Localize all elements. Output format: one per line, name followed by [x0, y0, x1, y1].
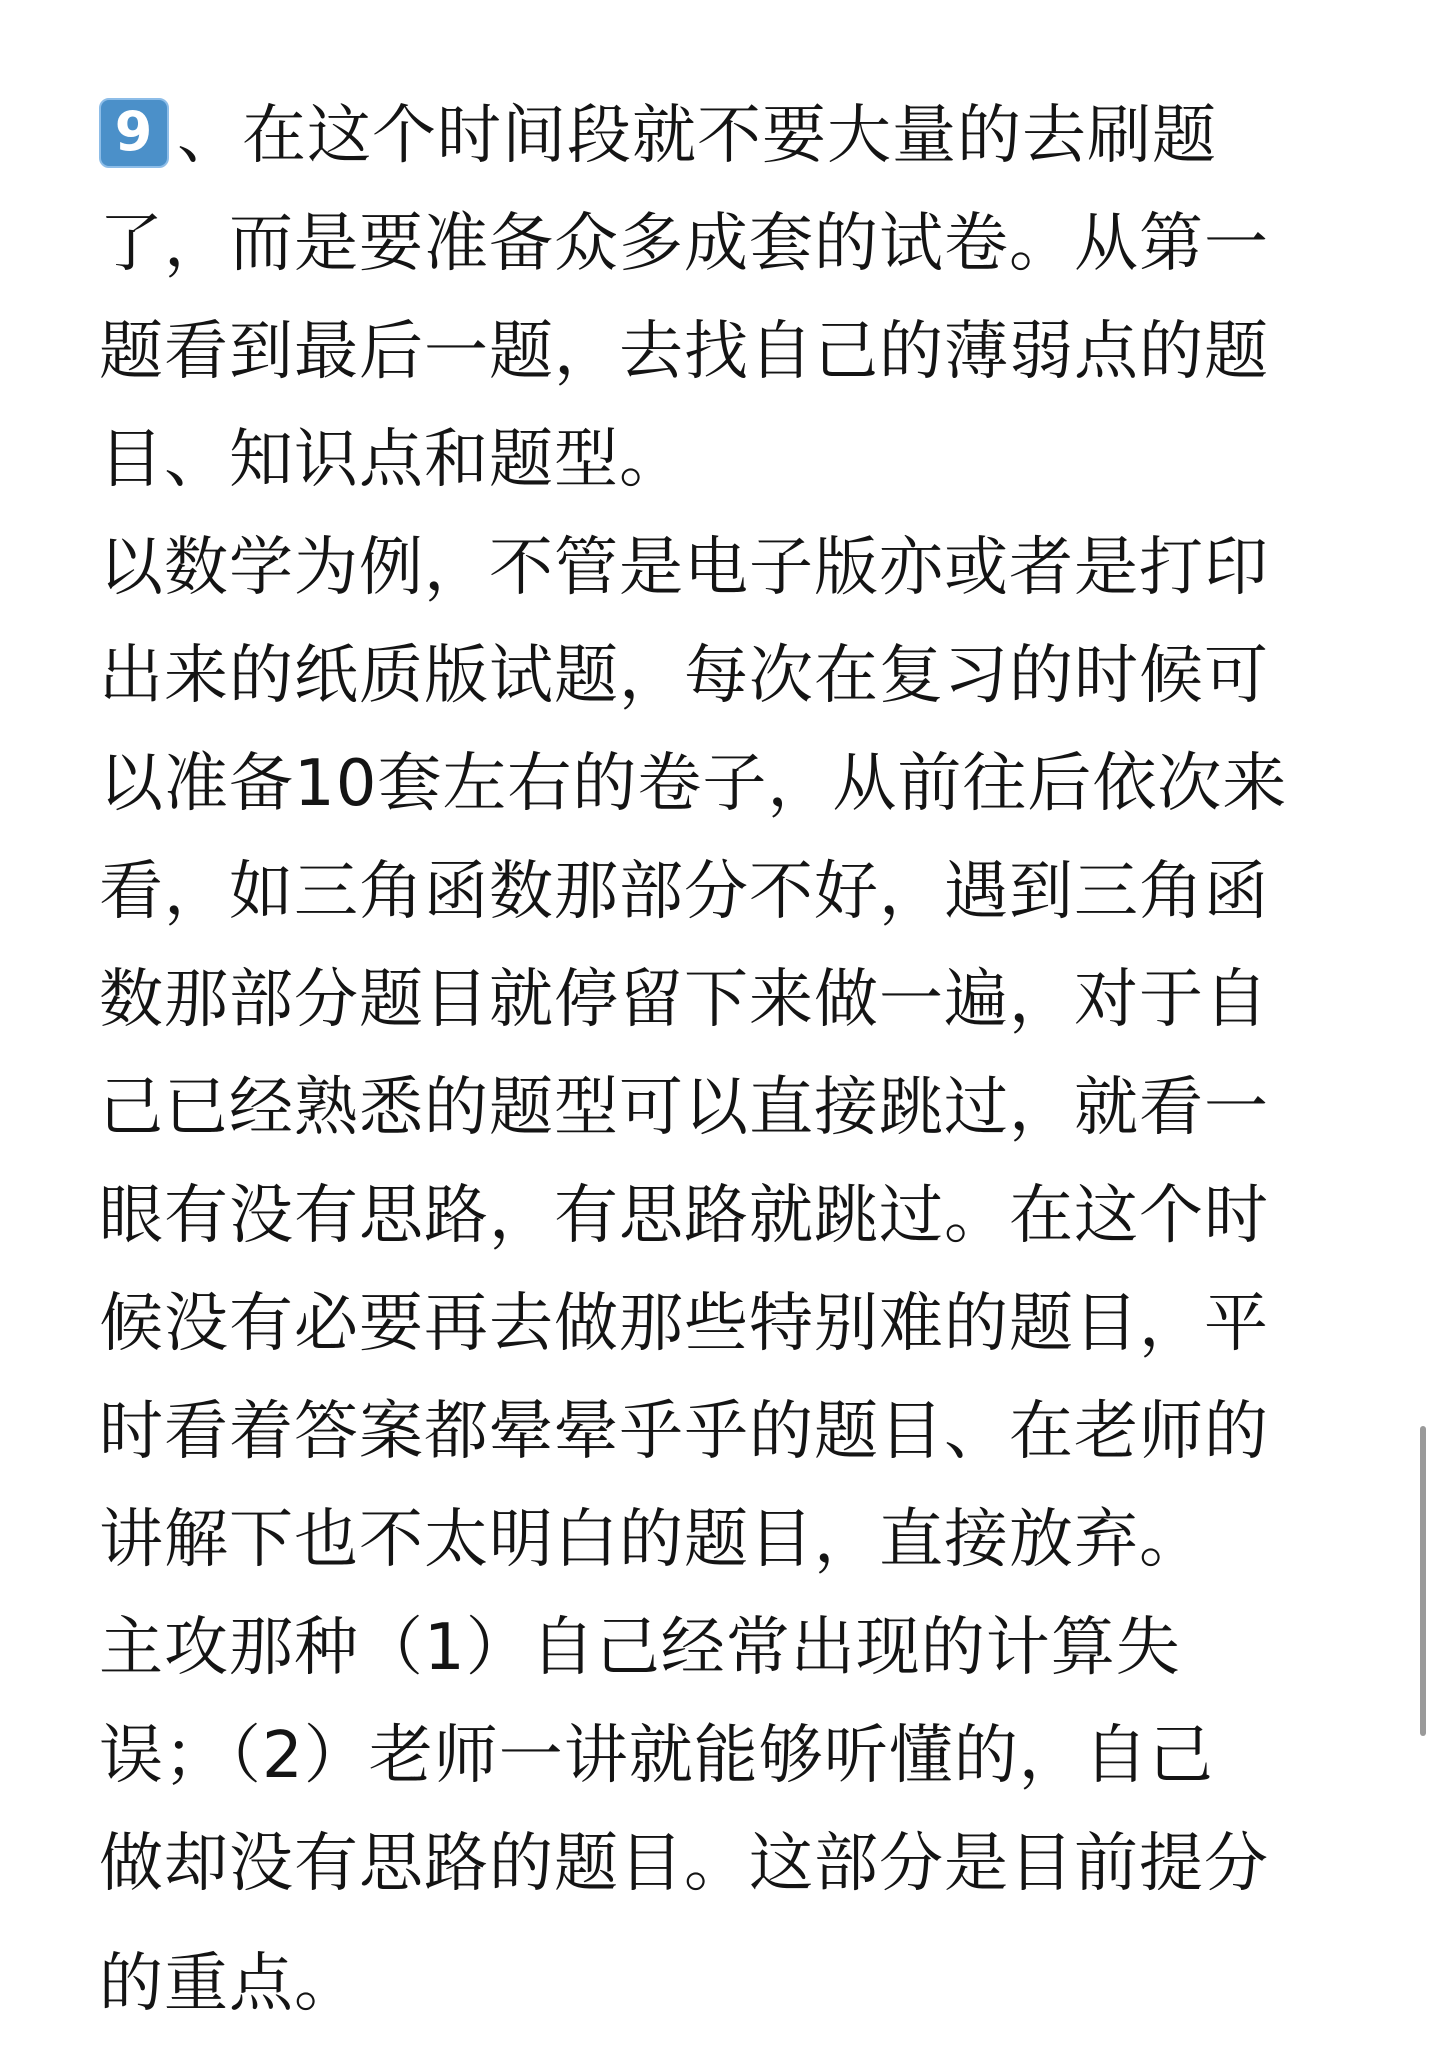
- text-line: 目、知识点和题型。: [99, 423, 684, 497]
- text-line: 讲解下也不太明白的题目，直接放弃。: [99, 1503, 1204, 1577]
- text-line: 候没有必要再去做那些特别难的题目，平: [99, 1287, 1269, 1361]
- text-line: 题看到最后一题，去找自己的薄弱点的题: [99, 315, 1269, 389]
- text-line: 眼有没有思路，有思路就跳过。在这个时: [99, 1179, 1269, 1253]
- text-line: 数那部分题目就停留下来做一遍，对于自: [99, 963, 1269, 1037]
- text-line: 以数学为例，不管是电子版亦或者是打印: [99, 531, 1269, 605]
- text-line: 了，而是要准备众多成套的试卷。从第一: [99, 207, 1269, 281]
- text-line: 己已经熟悉的题型可以直接跳过，就看一: [99, 1071, 1269, 1145]
- text-line: 误；（2）老师一讲就能够听懂的，自己: [99, 1719, 1214, 1793]
- text-line: 以准备10套左右的卷子，从前往后依次来: [99, 747, 1288, 821]
- text-line: 时看着答案都晕晕乎乎的题目、在老师的: [99, 1395, 1269, 1469]
- text-line-content: 、在这个时间段就不要大量的去刷题: [177, 99, 1217, 173]
- text-line: 主攻那种（1）自己经常出现的计算失: [99, 1611, 1181, 1685]
- text-line: 做却没有思路的题目。这部分是目前提分: [99, 1827, 1269, 1901]
- text-line: 出来的纸质版试题，每次在复习的时候可: [99, 639, 1269, 713]
- scrollbar-thumb[interactable]: [1420, 1426, 1426, 1736]
- text-line: 的重点。: [99, 1947, 359, 2021]
- article-body: [99, 82, 1359, 2038]
- text-line: [99, 82, 1359, 190]
- keycap-number-badge: 9: [99, 98, 169, 168]
- text-line: 看，如三角函数那部分不好，遇到三角函: [99, 855, 1269, 929]
